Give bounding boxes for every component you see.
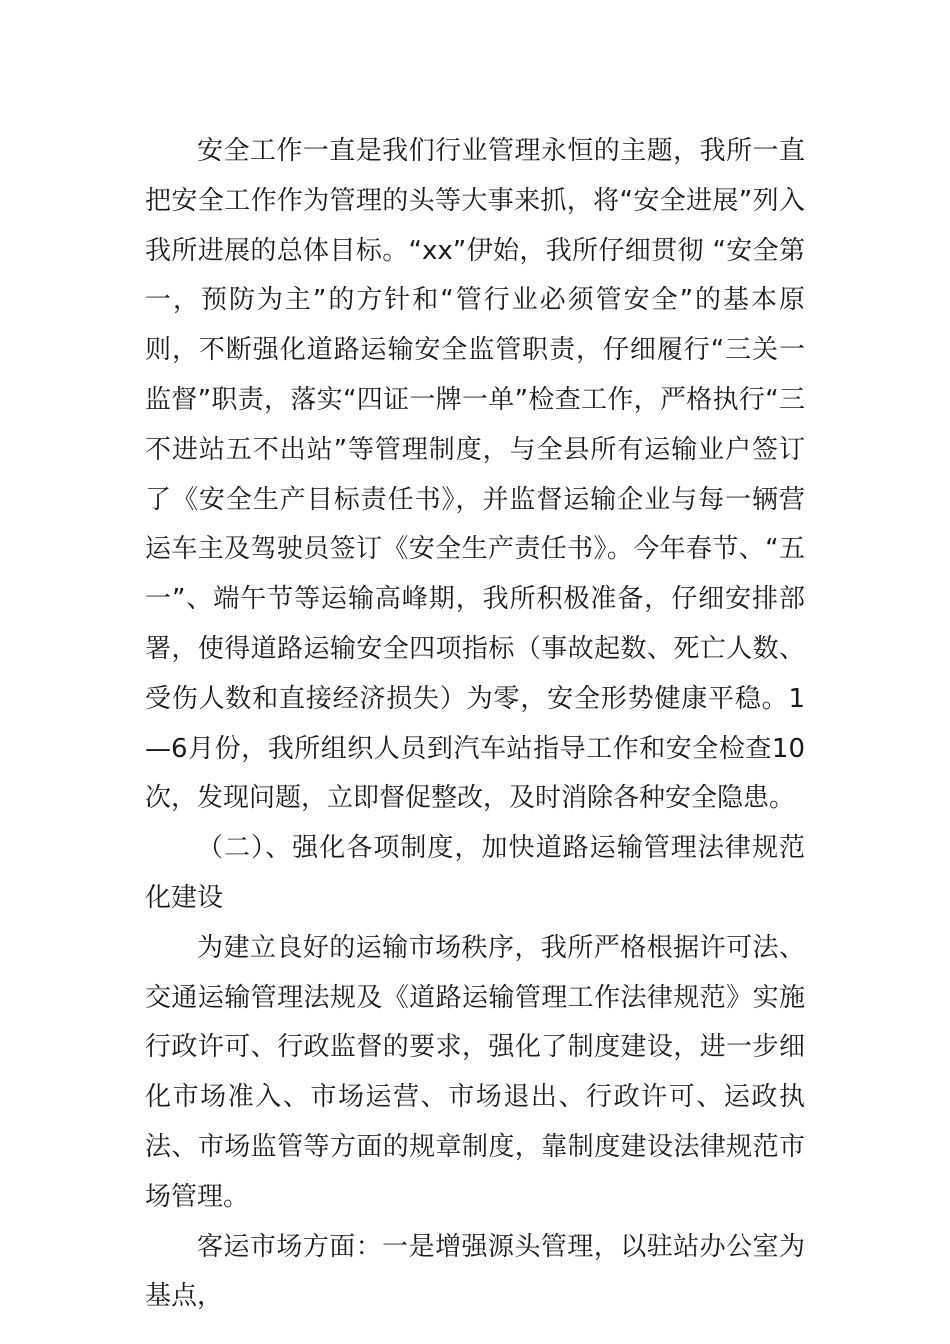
document-body xyxy=(145,127,805,1322)
paragraph-passenger-market: 客运市场方面：一是增强源头管理，以驻站办公室为基点， xyxy=(145,1231,805,1312)
paragraph-market-order: 为建立良好的运输市场秩序，我所严格根据许可法、交通运输管理法规及《道路运输管理工作法律规范》实施行政许可、行政监督的要求，强化了制度建设，进一步细化市场准入、市场运营、市场退出、行政许可、运政执法、市场监管等方面的规章制度，靠制度建设法律规范市场管理。 xyxy=(145,932,805,1212)
paragraph-safety-work: 安全工作一直是我们行业管理永恒的主题，我所一直把安全工作作为管理的头等大事来抓，将“安全进展”列入我所进展的总体目标。“xx”伊始，我所仔细贯彻 “安全第一，预防为主”的方针和“管行业必须管安全”的基本原则，不断强化道路运输安全监管职责，仔细履行“三关一监督”职责，落实“四证一牌一单”检查工作，严格执行“三不进站五不出站”等管理制度，与全县所有运输业户签订了《安全生产目标责任书》，并监督运输企业与每一辆营运车主及驾驶员签订《安全生产责任书》。今年春节、“五一”、端午节等运输高峰期，我所积极准备，仔细安排部署，使得道路运输安全四项指标（事故起数、死亡人数、受伤人数和直接经济损失）为零，安全形势健康平稳。1—6月份，我所组织人员到汽车站指导工作和安全检查10次，发现问题，立即督促整改，及时消除各种安全隐患。 xyxy=(145,136,805,814)
section-heading-regulations: （二）、强化各项制度，加快道路运输管理法律规范化建设 xyxy=(145,833,805,913)
